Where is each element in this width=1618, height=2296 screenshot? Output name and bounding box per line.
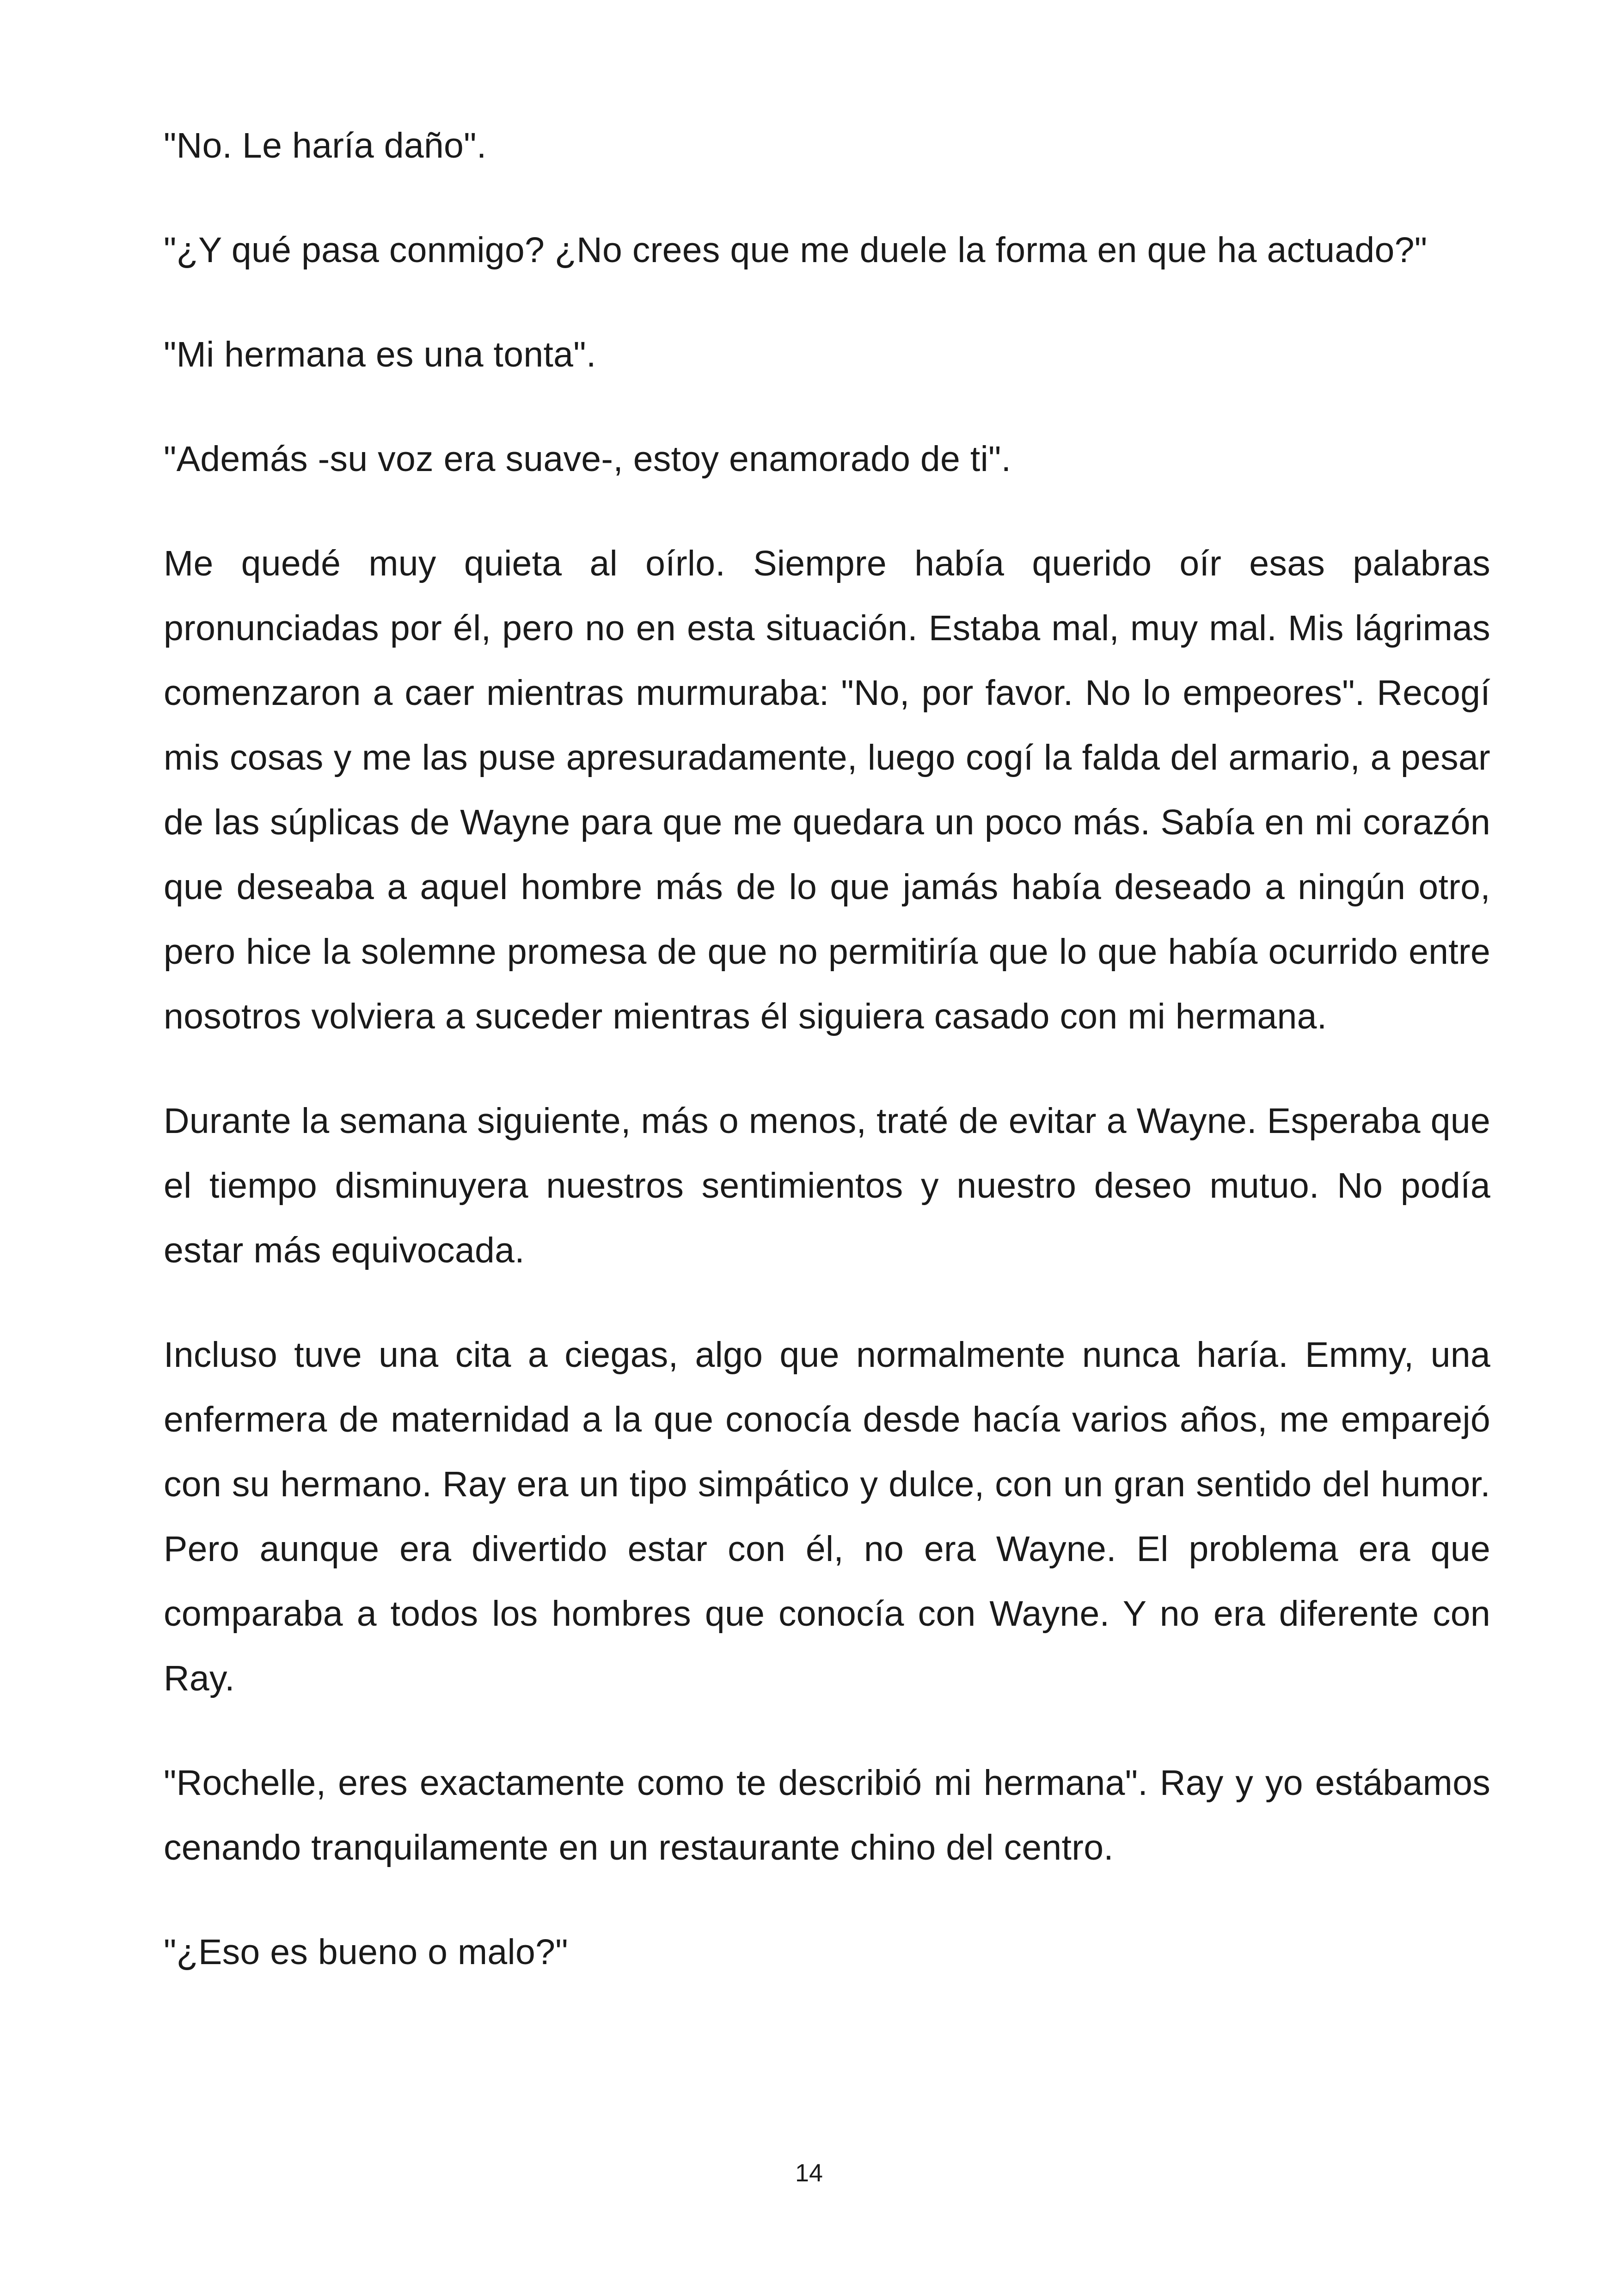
paragraph: Me quedé muy quieta al oírlo. Siempre había querido oír esas palabras pronunciadas por él, pero no en esta situación. Estaba mal, muy mal. Mis lágrimas comenzaron a caer mientras murmuraba: "No, por favor. No lo empeores". Recogí mis cosas y me las puse apresuradamente, luego cogí la falda del armario, a pesar de las súplicas de Wayne para que me quedara un poco más. Sabía en mi corazón que deseaba a aquel hombre más de lo que jamás había deseado a ningún otro, pero hice la solemne promesa de que no permitiría que lo que había ocurrido entre nosotros volviera a suceder mientras él siguiera casado con mi hermana. — [164, 544, 1490, 1036]
body-text — [164, 113, 1490, 2024]
paragraph: "¿Eso es bueno o malo?" — [164, 1932, 568, 1972]
paragraph: "Mi hermana es una tonta". — [164, 335, 596, 374]
page-number: 14 — [795, 2159, 823, 2187]
paragraph: "¿Y qué pasa conmigo? ¿No crees que me duele la forma en que ha actuado?" — [164, 230, 1428, 270]
paragraph: Incluso tuve una cita a ciegas, algo que normalmente nunca haría. Emmy, una enfermera de maternidad a la que conocía desde hacía varios años, me emparejó con su hermano. Ray era un tipo simpático y dulce, con un gran sentido del humor. Pero aunque era divertido estar con él, no era Wayne. El problema era que comparaba a todos los hombres que conocía con Wayne. Y no era diferente con Ray. — [164, 1335, 1490, 1698]
paragraph: "Rochelle, eres exactamente como te describió mi hermana". Ray y yo estábamos cenando tranquilamente en un restaurante chino del centro. — [164, 1763, 1490, 1867]
paragraph: Durante la semana siguiente, más o menos, traté de evitar a Wayne. Esperaba que el tiempo disminuyera nuestros sentimientos y nuestro deseo mutuo. No podía estar más equivocada. — [164, 1101, 1490, 1270]
paragraph: "No. Le haría daño". — [164, 126, 487, 165]
paragraph: "Además -su voz era suave-, estoy enamorado de ti". — [164, 439, 1011, 479]
